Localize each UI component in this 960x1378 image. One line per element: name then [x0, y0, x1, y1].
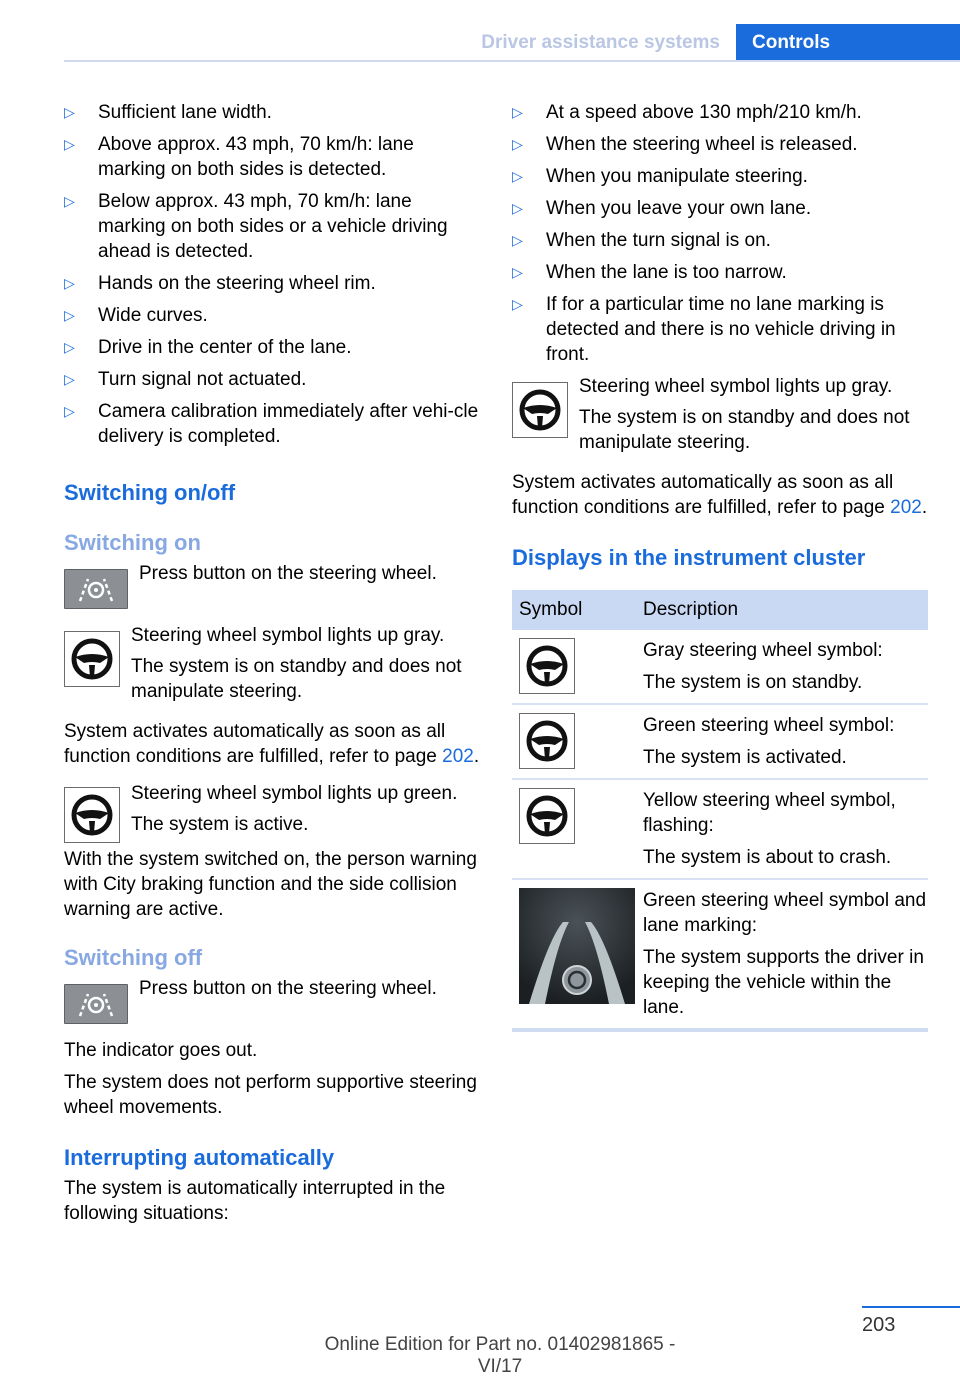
condition-list	[64, 100, 480, 449]
row-desc-title: Yellow steering wheel symbol, flashing:	[643, 790, 896, 836]
lane-assist-button-icon	[64, 984, 128, 1024]
list-item	[64, 271, 480, 296]
bullet-triangle-icon: ▷	[64, 339, 75, 355]
bullet-triangle-icon: ▷	[64, 193, 75, 209]
green-symbol-text	[131, 781, 457, 837]
table-row	[512, 779, 928, 879]
gray-symbol-title: Steering wheel symbol lights up gray.	[131, 625, 445, 646]
list-item-text: Turn signal not actuated.	[98, 369, 307, 390]
list-item-text: When you leave your own lane.	[546, 198, 812, 219]
gray-symbol-body: The system is on standby and does not manipulate steering.	[131, 656, 462, 702]
list-item	[512, 228, 928, 253]
bullet-triangle-icon: ▷	[512, 200, 523, 216]
header-section-title: Driver assistance systems	[481, 32, 720, 53]
table-row	[512, 630, 928, 704]
bullet-triangle-icon: ▷	[64, 275, 75, 291]
list-item-text: Below approx. 43 mph, 70 km/h: lane marking on both sides or a vehicle driving ahead is detected.	[98, 191, 448, 262]
steering-wheel-gray-icon	[64, 631, 120, 687]
switch-off-row	[64, 980, 480, 1036]
bullet-triangle-icon: ▷	[512, 168, 523, 184]
header-tab-controls: Controls	[736, 24, 960, 62]
list-item	[512, 100, 928, 125]
bullet-triangle-icon: ▷	[64, 136, 75, 152]
gray-symbol-body: The system is on standby and does not manipulate steering.	[579, 407, 910, 453]
list-item-text: At a speed above 130 mph/210 km/h.	[546, 102, 862, 123]
green-symbol-row	[64, 781, 480, 843]
list-item	[512, 196, 928, 221]
page-link-202[interactable]: 202	[442, 746, 474, 767]
auto-activation-post: .	[921, 497, 928, 518]
row-desc-body: The system is activated.	[643, 747, 847, 768]
list-item	[512, 292, 928, 367]
press-button-off-text: Press button on the steering wheel.	[139, 978, 437, 999]
gray-symbol-text	[131, 623, 480, 704]
bullet-triangle-icon: ▷	[512, 136, 523, 152]
steering-wheel-yellow-icon	[519, 788, 575, 844]
switch-on-row	[64, 565, 480, 621]
column-header-description: Description	[636, 590, 928, 630]
list-item-text: When the turn signal is on.	[546, 230, 771, 251]
list-item-text: Above approx. 43 mph, 70 km/h: lane marking on both sides is detected.	[98, 134, 414, 180]
list-item	[512, 260, 928, 285]
gray-symbol-title: Steering wheel symbol lights up gray.	[579, 376, 893, 397]
list-item	[64, 132, 480, 182]
page-link-202[interactable]: 202	[890, 497, 922, 518]
heading-switching-off: Switching off	[64, 945, 203, 970]
header-rule	[64, 60, 960, 62]
bullet-triangle-icon: ▷	[512, 232, 523, 248]
heading-displays: Displays in the instrument cluster	[512, 545, 866, 570]
press-button-text: Press button on the steering wheel.	[139, 563, 437, 584]
table-header-row	[512, 590, 928, 630]
indicator-out-text: The indicator goes out.	[64, 1040, 258, 1061]
row-desc-title: Gray steering wheel symbol:	[643, 640, 883, 661]
green-symbol-title: Steering wheel symbol lights up green.	[131, 783, 458, 804]
list-item	[512, 164, 928, 189]
lane-marking-display-image	[519, 888, 635, 1004]
table-row	[512, 879, 928, 1030]
row-desc-body: The system is about to crash.	[643, 847, 892, 868]
list-item-text: Hands on the steering wheel rim.	[98, 273, 376, 294]
steering-wheel-green-icon	[64, 787, 120, 843]
edition-footer: Online Edition for Part no. 01402981865 - VI/17	[324, 1334, 676, 1377]
heading-interrupting: Interrupting automatically	[64, 1145, 335, 1170]
bullet-triangle-icon: ▷	[512, 296, 523, 312]
auto-activation-post: .	[473, 746, 480, 767]
table-row	[512, 704, 928, 779]
list-item	[64, 367, 480, 392]
list-item-text: Camera calibration immediately after vehi-cle delivery is completed.	[98, 401, 479, 447]
list-item	[512, 132, 928, 157]
lane-assist-button-icon	[64, 569, 128, 609]
row-desc-body: The system supports the driver in keeping the vehicle within the lane.	[643, 947, 924, 1018]
display-symbols-table	[512, 590, 928, 1032]
steering-wheel-gray-icon	[512, 382, 568, 438]
auto-activation-pre: System activates automatically as soon as all function conditions are fulfilled, refer to page	[512, 472, 894, 518]
steering-wheel-gray-icon	[519, 638, 575, 694]
row-desc-title: Green steering wheel symbol and lane marking:	[643, 890, 927, 936]
list-item	[64, 303, 480, 328]
bullet-triangle-icon: ▷	[64, 104, 75, 120]
interruption-list	[512, 100, 928, 367]
heading-switching-on-off: Switching on/off	[64, 480, 236, 505]
gray-symbol-row-right	[512, 374, 928, 462]
list-item-text: If for a particular time no lane marking is detected and there is no vehicle driving in front.	[546, 294, 896, 365]
with-system-text: With the system switched on, the person warning with City braking function and the side collision warning are active.	[64, 849, 477, 920]
bullet-triangle-icon: ▷	[64, 371, 75, 387]
list-item-text: Drive in the center of the lane.	[98, 337, 352, 358]
column-header-symbol: Symbol	[512, 590, 636, 630]
list-item-text: Wide curves.	[98, 305, 208, 326]
gray-symbol-text-right	[579, 374, 928, 455]
left-column	[64, 100, 480, 1226]
heading-switching-on: Switching on	[64, 530, 201, 555]
list-item-text: When you manipulate steering.	[546, 166, 808, 187]
bullet-triangle-icon: ▷	[64, 307, 75, 323]
bullet-triangle-icon: ▷	[512, 264, 523, 280]
footer-rule	[862, 1306, 960, 1308]
list-item-text: Sufficient lane width.	[98, 102, 272, 123]
no-support-text: The system does not perform supportive steering wheel movements.	[64, 1072, 477, 1118]
row-desc-body: The system is on standby.	[643, 672, 863, 693]
auto-activation-text-right	[512, 470, 928, 520]
interrupt-text: The system is automatically interrupted in the following situations:	[64, 1178, 446, 1224]
page-header	[64, 24, 960, 62]
right-column	[512, 100, 928, 1032]
list-item-text: When the steering wheel is released.	[546, 134, 858, 155]
bullet-triangle-icon: ▷	[512, 104, 523, 120]
green-symbol-body: The system is active.	[131, 814, 309, 835]
auto-activation-text	[64, 719, 480, 769]
gray-symbol-row	[64, 623, 480, 711]
page-number: 203	[862, 1314, 896, 1336]
steering-wheel-green-icon	[519, 713, 575, 769]
list-item	[64, 189, 480, 264]
auto-activation-pre: System activates automatically as soon as all function conditions are fulfilled, refer to page	[64, 721, 446, 767]
list-item-text: When the lane is too narrow.	[546, 262, 787, 283]
bullet-triangle-icon: ▷	[64, 403, 75, 419]
row-desc-title: Green steering wheel symbol:	[643, 715, 895, 736]
list-item	[64, 399, 480, 449]
list-item	[64, 100, 480, 125]
list-item	[64, 335, 480, 360]
